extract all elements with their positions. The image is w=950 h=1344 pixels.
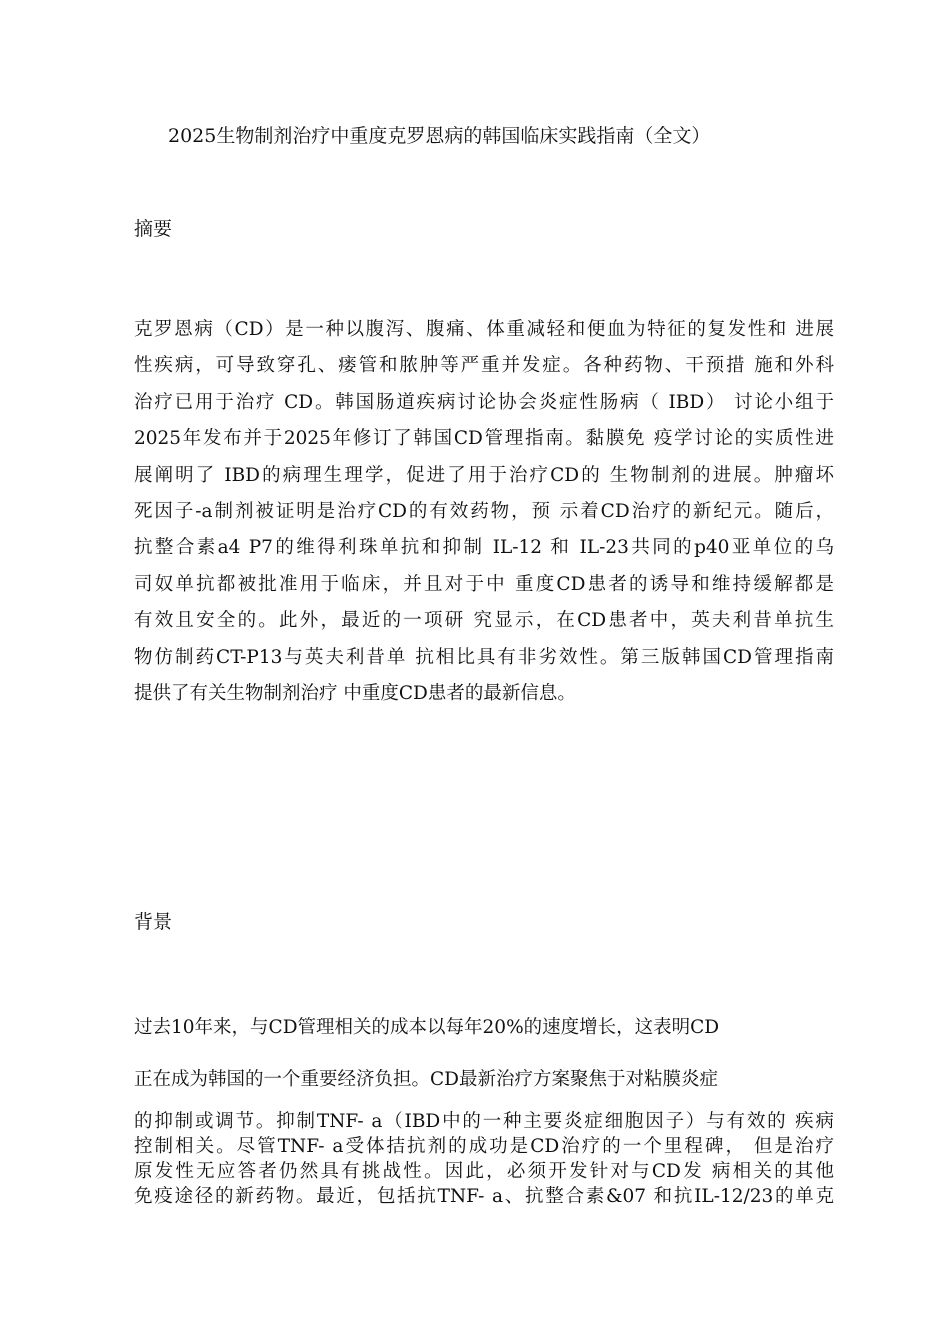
background-paragraph-1: 过去10年来，与CD管理相关的成本以每年20%的速度增长，这表明CD (134, 1017, 720, 1038)
abstract-line: 抗整合素a4 P7的维得利珠单抗和抑制 IL-12 和 IL-23共同的p40亚单位的乌 (134, 537, 834, 559)
background-line: 免疫途径的新药物。最近，包括抗TNF- a、抗整合素&07 和抗IL-12/23的单克 (134, 1186, 834, 1207)
abstract-heading: 摘要 (134, 218, 173, 240)
abstract-line: 有效且安全的。此外，最近的一项研 究显示，在CD患者中，英夫利昔单抗生 (134, 610, 834, 632)
background-heading: 背景 (134, 911, 173, 933)
abstract-line: 展阐明了 IBD的病理生理学，促进了用于治疗CD的 生物制剂的进展。肿瘤坏 (134, 464, 834, 486)
abstract-line: 提供了有关生物制剂治疗 中重度CD患者的最新信息。 (134, 683, 576, 705)
background-paragraph-2: 正在成为韩国的一个重要经济负担。CD最新治疗方案聚焦于对粘膜炎症 (134, 1069, 718, 1090)
background-line: 原发性无应答者仍然具有挑战性。因此，必须开发针对与CD发 病相关的其他 (134, 1161, 834, 1182)
background-paragraph-3 (134, 1109, 834, 1209)
abstract-line: 死因子-a制剂被证明是治疗CD的有效药物，预 示着CD治疗的新纪元。随后， (134, 501, 834, 523)
abstract-line: 克罗恩病（CD）是一种以腹泻、腹痛、体重减轻和便血为特征的复发性和 进展 (134, 319, 834, 340)
abstract-line: 治疗已用于治疗 CD。韩国肠道疾病讨论协会炎症性肠病（ IBD） 讨论小组于 (134, 391, 834, 413)
document-title: 2025生物制剂治疗中重度克罗恩病的韩国临床实践指南（全文） (168, 125, 711, 147)
abstract-line: 司奴单抗都被批准用于临床，并且对于中 重度CD患者的诱导和维持缓解都是 (134, 573, 834, 595)
abstract-line: 物仿制药CT-P13与英夫利昔单 抗相比具有非劣效性。第三版韩国CD管理指南 (134, 646, 834, 668)
abstract-line: 2025年发布并于2025年修订了韩国CD管理指南。黏膜免 疫学讨论的实质性进 (134, 428, 834, 450)
abstract-line: 性疾病，可导致穿孔、瘘管和脓肿等严重并发症。各种药物、干预措 施和外科 (134, 355, 834, 377)
background-line: 控制相关。尽管TNF- a受体拮抗剂的成功是CD治疗的一个里程碑， 但是治疗 (134, 1136, 834, 1157)
abstract-paragraph (134, 312, 834, 712)
background-line: 的抑制或调节。抑制TNF- a（IBD中的一种主要炎症细胞因子）与有效的 疾病 (134, 1111, 834, 1132)
